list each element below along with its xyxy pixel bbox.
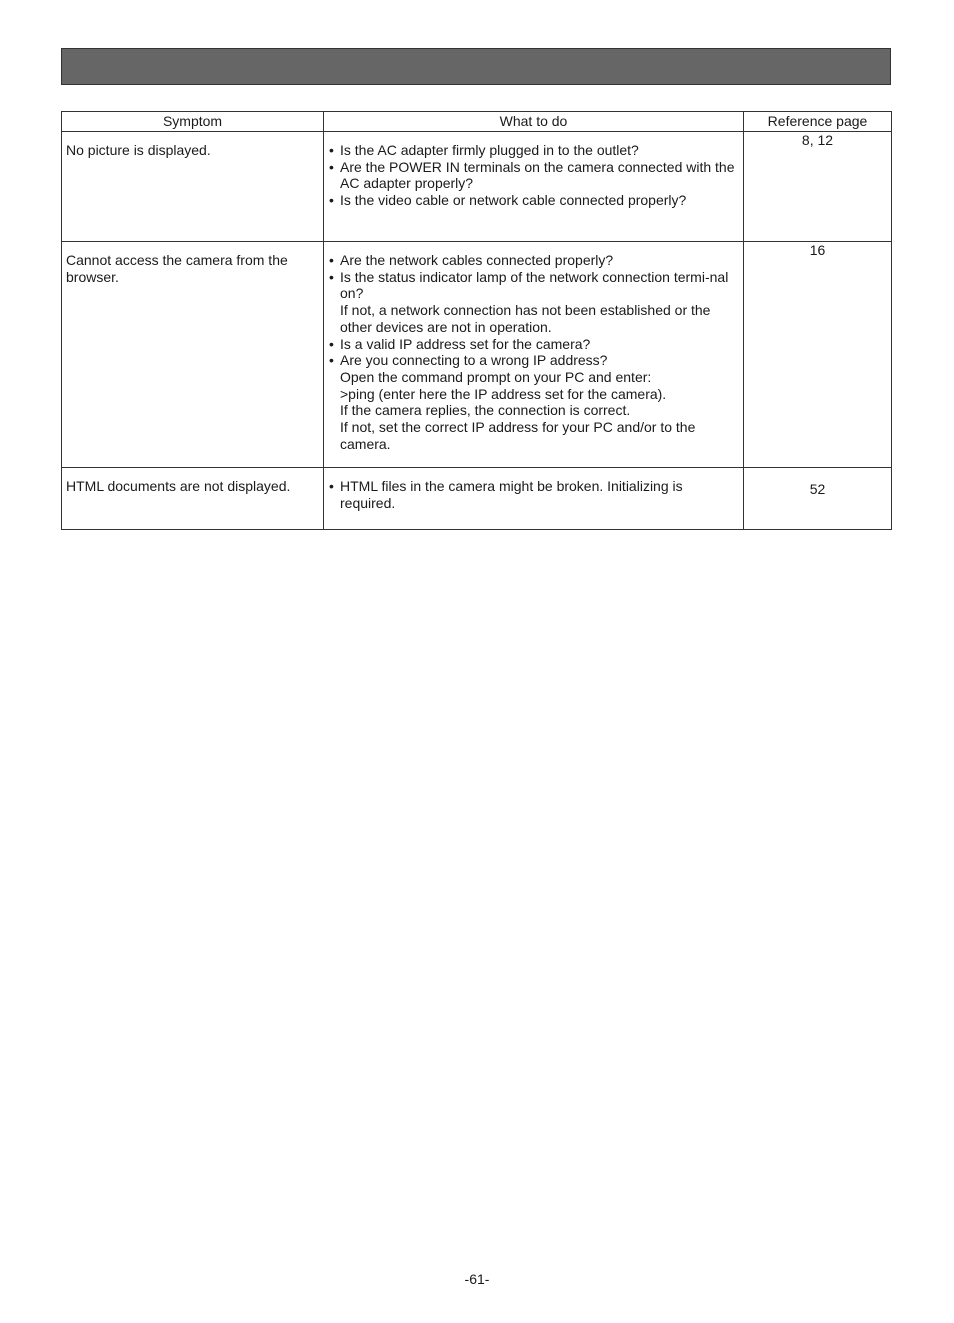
header-symptom: Symptom [62, 112, 324, 132]
table-header-row [62, 112, 892, 132]
bullet: • [329, 268, 334, 285]
list-item: • Are you connecting to a wrong IP address? Open the command prompt on your PC and enter: >ping (enter here the IP address set for the camera). If the camera replies, the connection is correct. If not, set the correct IP address for your PC and/or to the camera. [328, 352, 739, 452]
symptom-cell: Cannot access the camera from the browser. [62, 242, 324, 468]
bullet: • [329, 252, 334, 268]
troubleshooting-table [61, 111, 892, 530]
item-detail: If the camera replies, the connection is correct. [340, 402, 631, 419]
table-row [62, 132, 892, 242]
what-to-do-cell [324, 242, 744, 468]
list-item: • Are the network cables connected properly? [329, 252, 614, 268]
list-item: • HTML files in the camera might be broken. Initializing is required. [329, 478, 683, 511]
check-list [328, 478, 739, 511]
list-item: • Are the POWER IN terminals on the camera connected with the AC adapter properly? [329, 158, 735, 192]
check-list [328, 252, 739, 452]
check-list [328, 142, 739, 209]
header-reference-page: Reference page [744, 112, 892, 132]
list-item: • Is the status indicator lamp of the network connection termi-nal on? If not, a network connection has not been established or the other devices are not in operation. [328, 269, 739, 336]
bullet: • [329, 335, 334, 352]
what-to-do-cell [324, 468, 744, 530]
symptom-cell: No picture is displayed. [62, 132, 324, 242]
item-detail: If not, a network connection has not been established or the other devices are not in operation. [340, 302, 711, 335]
bullet: • [329, 478, 334, 494]
reference-cell: 16 [744, 242, 892, 468]
list-item: • Is the AC adapter firmly plugged in to the outlet? [329, 142, 639, 158]
item-detail: >ping (enter here the IP address set for the camera). [340, 385, 667, 402]
list-item: • Is the video cable or network cable connected properly? [329, 192, 687, 209]
item-detail: If not, set the correct IP address for your PC and/or to the camera. [340, 419, 696, 452]
what-to-do-cell [324, 132, 744, 242]
bullet: • [329, 158, 334, 175]
bullet: • [329, 192, 334, 209]
table-row [62, 468, 892, 530]
table-row [62, 242, 892, 468]
reference-cell: 52 [744, 468, 892, 530]
bullet: • [329, 352, 334, 369]
list-item: • Is a valid IP address set for the camera? [329, 335, 591, 352]
reference-cell: 8, 12 [744, 132, 892, 242]
bullet: • [329, 142, 334, 158]
header-what-to-do: What to do [324, 112, 744, 132]
item-detail: Open the command prompt on your PC and enter: [340, 368, 652, 385]
section-header-bar [61, 48, 891, 85]
page-number: -61- [464, 1271, 490, 1287]
symptom-cell: HTML documents are not displayed. [62, 468, 324, 530]
